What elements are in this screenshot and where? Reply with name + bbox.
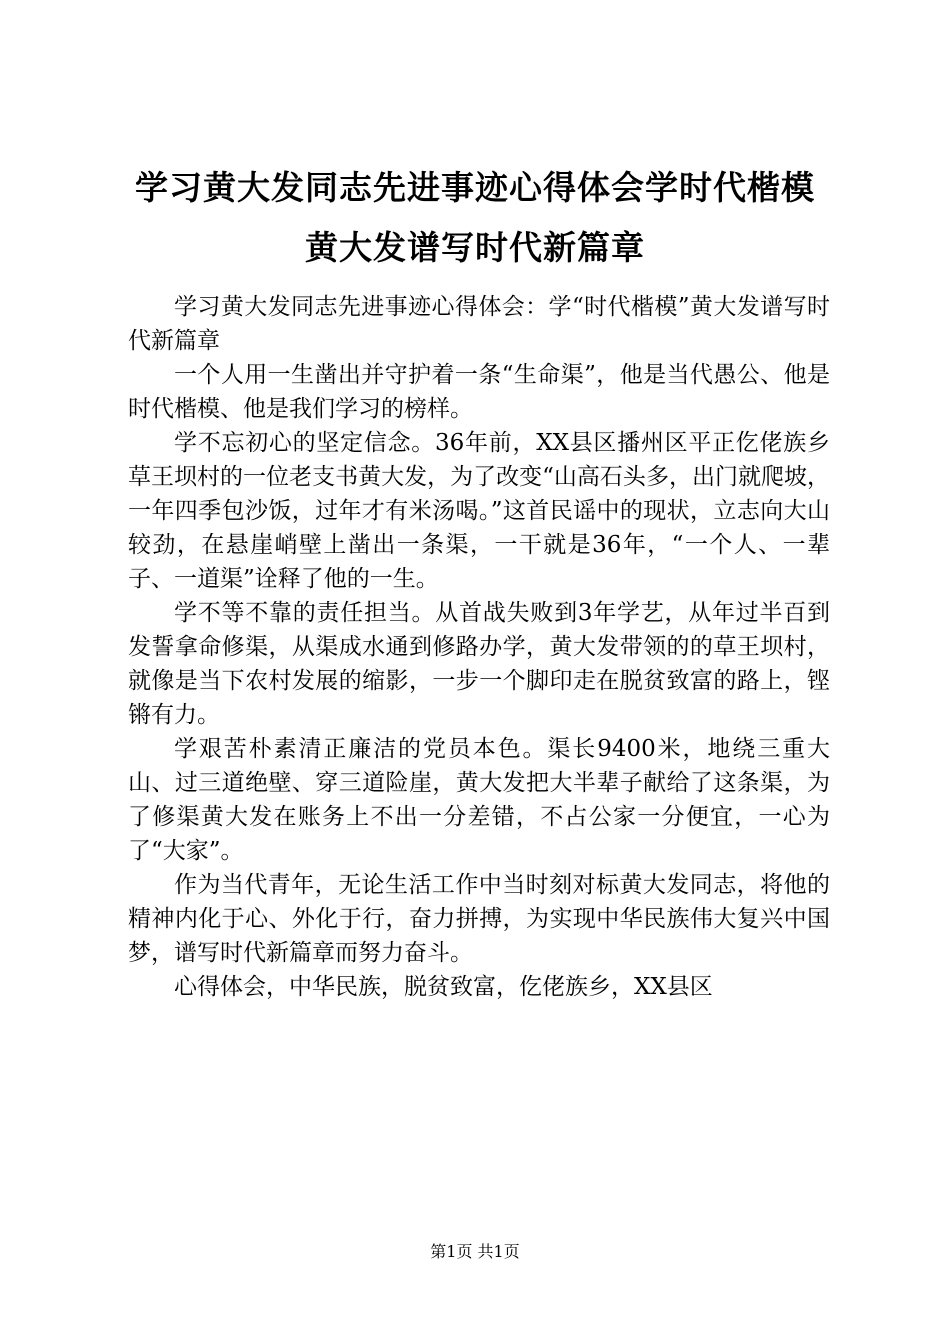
paragraph-life-canal: 一个人用一生凿出并守护着一条“生命渠”，他是当代愚公、他是时代楷模、他是我们学习的榜样。 <box>128 362 830 422</box>
document-body <box>128 290 830 1004</box>
paragraph-youth: 作为当代青年，无论生活工作中当时刻对标黄大发同志，将他的精神内化于心、外化于行，奋力拼搏，为实现中华民族伟大复兴中国梦，谱写时代新篇章而努力奋斗。 <box>128 872 830 966</box>
paragraph-original-aspiration: 学不忘初心的坚定信念。36年前，XX县区播州区平正仡佬族乡草王坝村的一位老支书黄大发，为了改变“山高石头多，出门就爬坡，一年四季包沙饭，过年才有米汤喝。”这首民谣中的现状，立志向大山较劲，在悬崖峭壁上凿出一条渠，一干就是36年，“一个人、一辈子、一道渠”诠释了他的一生。 <box>128 430 830 592</box>
paragraph-intro: 学习黄大发同志先进事迹心得体会：学“时代楷模”黄大发谱写时代新篇章 <box>128 294 830 354</box>
paragraph-responsibility: 学不等不靠的责任担当。从首战失败到3年学艺，从年过半百到发誓拿命修渠，从渠成水通到修路办学，黄大发带领的的草王坝村，就像是当下农村发展的缩影，一步一个脚印走在脱贫致富的路上，铿锵有力。 <box>128 600 830 728</box>
paragraph-keywords: 心得体会，中华民族，脱贫致富，仡佬族乡，XX县区 <box>174 974 713 1000</box>
title-line-1: 学习黄大发同志先进事迹心得体会学时代楷模 <box>135 168 815 207</box>
title-line-2: 黄大发谱写时代新篇章 <box>305 228 645 267</box>
document-title <box>100 158 850 278</box>
page-footer: 第1页 共1页 <box>430 1242 520 1261</box>
paragraph-integrity: 学艰苦朴素清正廉洁的党员本色。渠长9400米，地绕三重大山、过三道绝壁、穿三道险崖，黄大发把大半辈子献给了这条渠，为了修渠黄大发在账务上不出一分差错，不占公家一分便宜，一心为了“大家”。 <box>128 736 830 864</box>
